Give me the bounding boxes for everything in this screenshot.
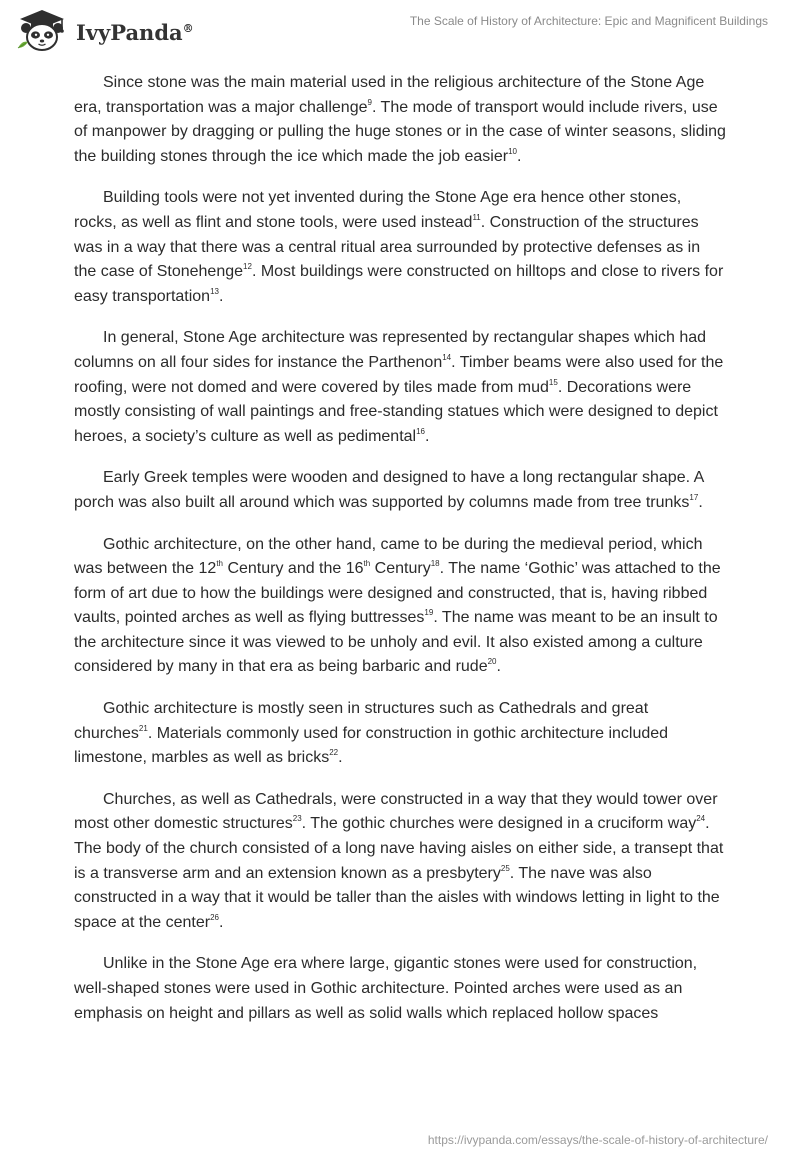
footnote-ref: 11 (472, 212, 481, 222)
footnote-ref: 21 (138, 723, 148, 733)
ivypanda-logo[interactable] (14, 8, 214, 54)
essay-body (74, 71, 726, 1043)
paragraph-text: . (496, 658, 501, 676)
footnote-ref: 14 (442, 352, 452, 362)
essay-paragraph (74, 466, 726, 515)
paragraph-text: Gothic architecture is mostly seen in structures such as Cathedrals and great churches (74, 700, 649, 742)
paragraph-text: Century and the 16 (223, 560, 364, 578)
footnote-ref: th (363, 559, 371, 569)
brand-name: IvyPanda (76, 20, 183, 45)
footnote-ref: 22 (329, 748, 339, 758)
footnote-ref: 17 (689, 492, 699, 502)
footnote-ref: 15 (548, 377, 558, 387)
essay-paragraph (74, 533, 726, 681)
paragraph-text: . Construction of the structures was in a way that there was a central ritual area surrounded by protective defenses as in the case of Stonehenge (74, 213, 701, 281)
paragraph-text: Building tools were not yet invented during the Stone Age era hence other stones, rocks, as well as flint and stone tools, were used instead (74, 189, 682, 231)
paragraph-text: Since stone was the main material used in the religious architecture of the Stone Age era, transportation was a major challenge (74, 74, 705, 116)
paragraph-text: . The body of the church consisted of a long nave having aisles on either side, a transept that is a transverse arm and an extension known as a presbytery (74, 815, 724, 882)
essay-paragraph (74, 952, 726, 1026)
essay-paragraph (74, 71, 726, 169)
footnote-ref: 10 (508, 146, 517, 156)
paragraph-text: . Timber beams were also used for the roofing, were not domed and were covered by tiles made from mud (74, 353, 724, 396)
registered-mark: ® (182, 22, 194, 35)
panda-graduate-icon (14, 8, 70, 52)
paragraph-text: Churches, as well as Cathedrals, were constructed in a way that they would tower over most other domestic structures (74, 790, 718, 833)
paragraph-text: . (516, 147, 522, 165)
paragraph-text: . Most buildings were constructed on hilltops and close to rivers for easy transportation (74, 263, 724, 305)
paragraph-text: Gothic architecture, on the other hand, came to be during the medieval period, which was between the 12 (74, 535, 703, 578)
footnote-ref: 9 (367, 97, 372, 107)
footnote-ref: 13 (210, 286, 219, 296)
paragraph-text: In general, Stone Age architecture was represented by rectangular shapes which had columns on all four sides for instance the Parthenon (74, 329, 707, 371)
essay-paragraph (74, 326, 726, 449)
essay-paragraph (74, 186, 726, 309)
footnote-ref: 24 (696, 814, 706, 824)
paragraph-text: . (219, 913, 224, 931)
paragraph-text: . Decorations were mostly consisting of wall paintings and free-standing statues which were designed to depict heroes, a society’s culture as well as pedimental (74, 378, 718, 445)
footnote-ref: 20 (487, 657, 497, 667)
footnote-ref: 25 (500, 863, 510, 873)
essay-paragraph (74, 788, 726, 936)
paragraph-text: . The name ‘Gothic’ was attached to the form of art due to how the buildings were designed and constructed, that is, having ribbed vaults, pointed arches as well as flying buttresses (74, 560, 721, 627)
footnote-ref: 16 (416, 426, 426, 436)
paragraph-text: . The name was meant to be an insult to the architecture since it was viewed to be unholy and evil. It also existed among a culture considered by many in that era as being barbaric and rude (74, 609, 718, 676)
paragraph-text: Early Greek temples were wooden and designed to have a long rectangular shape. A porch was also built all around which was supported by columns made from tree trunks (74, 469, 704, 511)
footnote-ref: 23 (292, 814, 302, 824)
footnote-ref: 12 (243, 262, 252, 272)
paragraph-text: Century (370, 560, 431, 578)
brand-wordmark (76, 20, 194, 45)
paragraph-text: . (425, 427, 430, 445)
source-url[interactable]: https://ivypanda.com/essays/the-scale-of-history-of-architecture/ (427, 1133, 768, 1147)
paragraph-text: . (698, 493, 703, 511)
paragraph-text: . Materials commonly used for construction in gothic architecture included limestone, marbles as well as bricks (74, 724, 669, 767)
paragraph-text: . The gothic churches were designed in a cruciform way (301, 815, 697, 833)
paragraph-text: . (218, 287, 224, 305)
paragraph-text: . The nave was also constructed in a way that it would be taller than the aisles with windows letting in light to the space at the center (74, 864, 720, 931)
document-title: The Scale of History of Architecture: Epic and Magnificent Buildings (409, 14, 768, 28)
footnote-ref: 19 (424, 608, 434, 618)
page-header (0, 0, 800, 60)
paragraph-text: . (338, 749, 343, 767)
footnote-ref: th (216, 559, 223, 569)
paragraph-text: Unlike in the Stone Age era where large, gigantic stones were used for construction, well-shaped stones were used in Gothic architecture. Pointed arches were used as an emphasis on height and pillars as well as solid walls which replaced hollow spaces (74, 955, 698, 1022)
footnote-ref: 18 (430, 559, 440, 569)
essay-paragraph (74, 697, 726, 771)
footnote-ref: 26 (210, 912, 219, 922)
paragraph-text: . The mode of transport would include rivers, use of manpower by dragging or pulling the huge stones or in the case of winter seasons, sliding the building stones through the ice which made the job easier (74, 98, 726, 165)
